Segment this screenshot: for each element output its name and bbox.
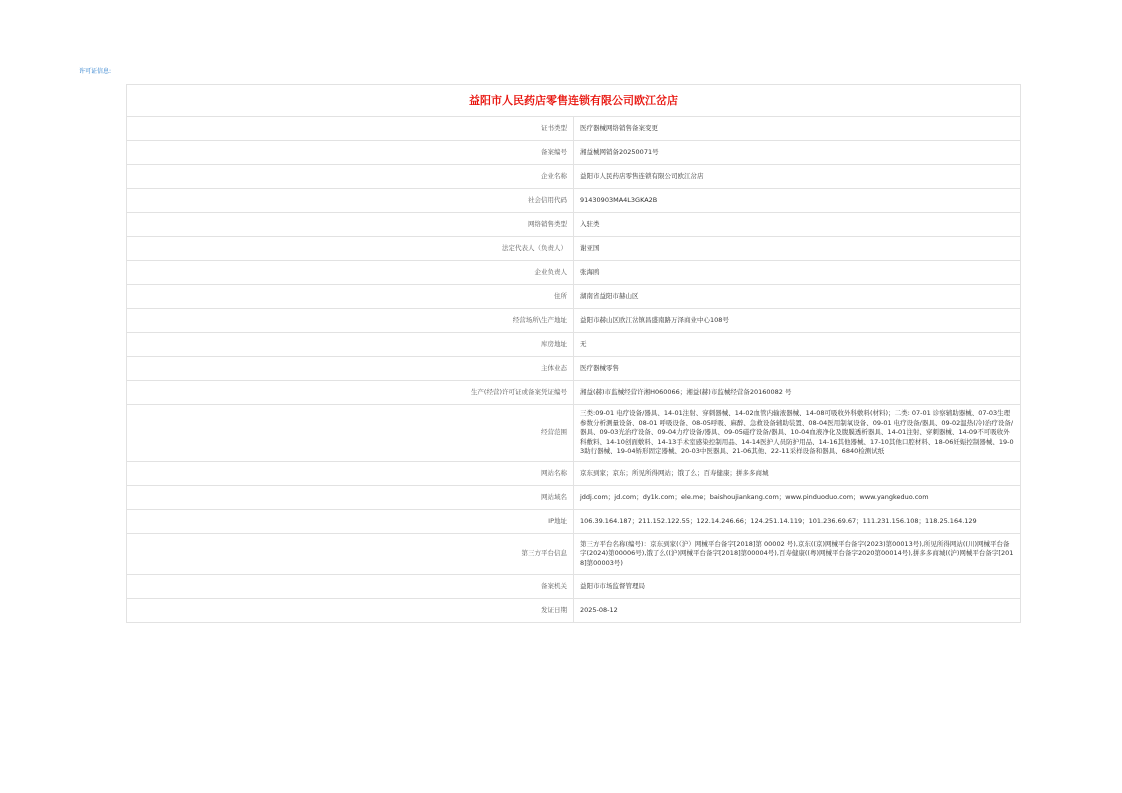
table-row <box>127 510 1021 534</box>
table-row <box>127 357 1021 381</box>
field-label: 第三方平台信息 <box>127 534 574 575</box>
field-value: 湘益械网销备20250071号 <box>574 141 1021 165</box>
field-label: 发证日期 <box>127 599 574 623</box>
field-label: 网站名称 <box>127 462 574 486</box>
field-label: 主体业态 <box>127 357 574 381</box>
field-value: 第三方平台名称(编号)：京东到家(（沪）网械平台备字[2018]第 00002 号),京东((京)网械平台备字(2023)第00013号),所见所得网站((川)网械平台备字(2024)第00006号),饿了么((沪)网械平台备字[2018]第00004号),百寿健康((粤)网械平台备字2020第00014号),拼多多商城((沪)网械平台备字[2018]第00003号) <box>574 534 1021 575</box>
field-value: 谢亚国 <box>574 237 1021 261</box>
table-row <box>127 381 1021 405</box>
field-value: 无 <box>574 333 1021 357</box>
field-label: 经营场所\生产地址 <box>127 309 574 333</box>
table-row <box>127 486 1021 510</box>
table-row <box>127 117 1021 141</box>
field-value: 益阳市人民药店零售连锁有限公司欧江岔店 <box>574 165 1021 189</box>
license-info-table <box>126 84 1021 623</box>
field-value: 湘益(赫)市监械经营许湘H060066；湘益(赫)市监械经营备20160082 号 <box>574 381 1021 405</box>
table-row <box>127 285 1021 309</box>
table-row <box>127 575 1021 599</box>
company-title: 益阳市人民药店零售连锁有限公司欧江岔店 <box>127 85 1021 117</box>
field-value: 医疗器械零售 <box>574 357 1021 381</box>
field-label: 备案编号 <box>127 141 574 165</box>
field-value: jddj.com；jd.com；dy1k.com；ele.me；baishoujiankang.com；www.pinduoduo.com；www.yangkeduo.com <box>574 486 1021 510</box>
field-value: 京东到家；京东；所见所得网站；饿了么；百寿健康；拼多多商城 <box>574 462 1021 486</box>
field-value: 益阳市赫山区欧江岔镇昌盛南路万泽商业中心108号 <box>574 309 1021 333</box>
table-row <box>127 165 1021 189</box>
field-value: 106.39.164.187；211.152.122.55；122.14.246.66；124.251.14.119；101.236.69.67；111.231.156.108；118.25.164.129 <box>574 510 1021 534</box>
field-label: 网络销售类型 <box>127 213 574 237</box>
field-label: 法定代表人（负责人） <box>127 237 574 261</box>
field-value: 湖南省益阳市赫山区 <box>574 285 1021 309</box>
field-value: 益阳市市场监督管理局 <box>574 575 1021 599</box>
table-row <box>127 534 1021 575</box>
field-label: 经营范围 <box>127 405 574 462</box>
table-row <box>127 599 1021 623</box>
field-label: 库房地址 <box>127 333 574 357</box>
field-label: 证书类型 <box>127 117 574 141</box>
table-row <box>127 189 1021 213</box>
field-value: 2025-08-12 <box>574 599 1021 623</box>
field-value: 91430903MA4L3GKA2B <box>574 189 1021 213</box>
license-info-label: 许可证信息: <box>79 68 112 75</box>
table-row <box>127 462 1021 486</box>
field-label: 网站域名 <box>127 486 574 510</box>
title-row <box>127 85 1021 117</box>
table-row <box>127 309 1021 333</box>
field-value: 张海鸥 <box>574 261 1021 285</box>
field-value: 三类:09-01 电疗设备/器具、14-01注射、穿刺器械、14-02血管内输液器械、14-08可吸收外科敷料(材料)；二类: 07-01 诊察辅助器械、07-03生理参数分析测量设备、08-01 呼吸设备、08-05呼吸、麻醉、急救设备辅助装置、08-04医用制氧设备、09-01 电疗设备/器具、09-02温热(冷)治疗设备/器具、09-03光治疗设备、09-04力疗设备/器具、09-05磁疗设备/器具、10-04血液净化及腹膜透析器具、14-01注射、穿刺器械、14-09不可吸收外科敷料、14-10创面敷料、14-13手术室感染控制用品、14-14医护人员防护用品、14-16其他器械、17-10其他口腔材料、18-06妊娠控制器械、19-03助行器械、19-04矫形固定器械、20-03中医器具、21-06其他、22-11采样设备和器具、6840检测试纸 <box>574 405 1021 462</box>
table-row <box>127 405 1021 462</box>
table-row <box>127 237 1021 261</box>
field-label: IP地址 <box>127 510 574 534</box>
table-row <box>127 333 1021 357</box>
table-row <box>127 261 1021 285</box>
table-row <box>127 213 1021 237</box>
field-label: 备案机关 <box>127 575 574 599</box>
field-label: 企业负责人 <box>127 261 574 285</box>
field-label: 企业名称 <box>127 165 574 189</box>
field-label: 住所 <box>127 285 574 309</box>
field-value: 医疗器械网络销售备案变更 <box>574 117 1021 141</box>
field-label: 生产(经营)许可证或备案凭证编号 <box>127 381 574 405</box>
table-row <box>127 141 1021 165</box>
field-value: 入驻类 <box>574 213 1021 237</box>
field-label: 社会信用代码 <box>127 189 574 213</box>
